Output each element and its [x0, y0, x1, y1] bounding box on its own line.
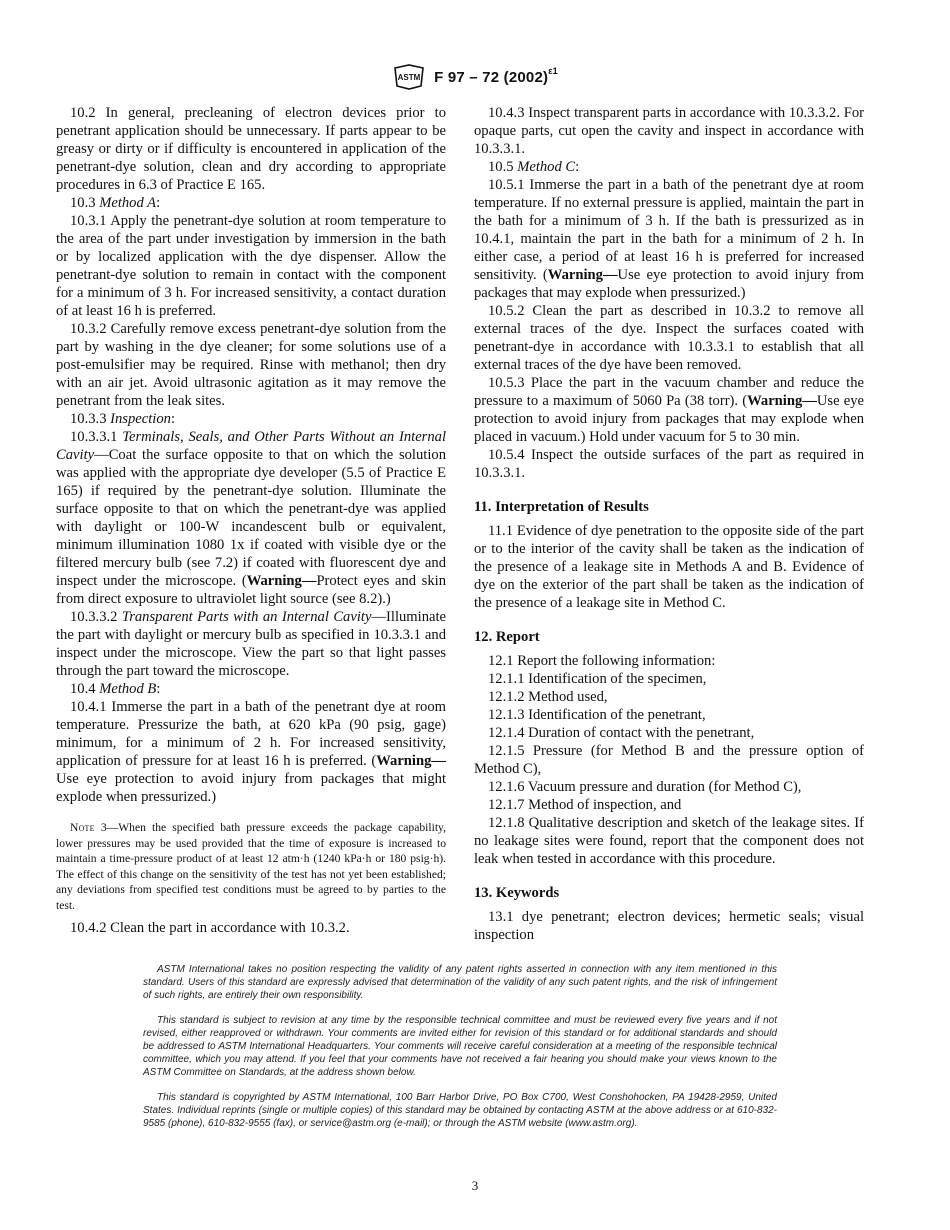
heading-10-3: 10.3 Method A:: [70, 195, 161, 211]
astm-logo-text: ASTM: [397, 73, 421, 82]
page-header: [0, 64, 950, 90]
paragraph-13-1: 13.1 dye penetrant; electron devices; hermetic seals; visual inspection: [474, 909, 864, 943]
standard-designation: [434, 68, 558, 86]
paragraph-10-3-2: 10.3.2 Carefully remove excess penetrant-dye solution from the part by washing in the dye cleaner; for some solutions use of a post-emulsifier may be required. Rinse with methanol; then dry with an air jet. Avoid ultrasonic agitation as it may remove the penetrant from the leak sites.: [56, 321, 446, 409]
left-column: [56, 104, 446, 937]
right-column: [474, 104, 864, 944]
section-heading-13: 13. Keywords: [474, 885, 560, 901]
warning-label: Warning—: [747, 393, 817, 409]
list-item: 12.1.8 Qualitative description and sketch of the leakage sites. If no leakage sites were found, report that the component does not leak when tested in accordance with this procedure.: [474, 815, 864, 867]
paragraph-10-4-1: 10.4.1 Immerse the part in a bath of the penetrant dye at room temperature. Pressurize the bath, at 620 kPa (90 psig, gage) minimum, for a minimum of 2 h. For increased sensitivity, application of pressure for at least 16 h is preferred. (Warning—Use eye protection to avoid injury from packages that might explode when pressurized.): [56, 699, 446, 805]
paragraph-10-4-3: 10.4.3 Inspect transparent parts in accordance with 10.3.3.2. For opaque parts, cut open the cavity and inspect in accordance with 10.3.3.1.: [474, 105, 864, 157]
designation-superscript: ε1: [548, 66, 558, 76]
heading-10-5: 10.5 Method C:: [488, 159, 580, 175]
paragraph-10-3-3-1: 10.3.3.1 Terminals, Seals, and Other Parts Without an Internal Cavity—Coat the surface opposite to that on which the solution was applied with the appropriate dye developer (5.5 of Practice E 165) if required by the penetrant-dye solution. Illuminate the surface opposite to that on which the penetrant-dye was applied with daylight or 100-W incandescent bulb or equivalent, minimum illumination 1080 1x if coated with visible dye or the filtered mercury bulb (see 7.2) if coated with fluorescent dye and inspect under the microscope. (Warning—Protect eyes and skin from direct exposure to ultraviolet light source (see 8.2).): [56, 429, 446, 607]
heading-10-3-3: 10.3.3 Inspection:: [70, 411, 175, 427]
footer-copyright-notice: This standard is copyrighted by ASTM International, 100 Barr Harbor Drive, PO Box C700, West Conshohocken, PA 19428-2959, United States. Individual reprints (single or multiple copies) of this standard may be obtained by contacting ASTM at the above address or at 610-832-9585 (phone), 610-832-9555 (fax), or service@astm.org (e-mail); or through the ASTM website (www.astm.org).: [143, 1091, 777, 1130]
list-item: 12.1.7 Method of inspection, and: [488, 797, 682, 813]
heading-10-4: 10.4 Method B:: [70, 681, 161, 697]
list-item: 12.1.2 Method used,: [488, 689, 608, 705]
paragraph-10-2: 10.2 In general, precleaning of electron devices prior to penetrant application should be unnecessary. If parts appear to be greasy or dirty or if difficulty is encountered in application of the penetrant-dye solution, clean and dry according to appropriate procedures in 6.3 of Practice E 165.: [56, 105, 446, 193]
footer-revision-notice: This standard is subject to revision at any time by the responsible technical committee and must be reviewed every five years and if not revised, either reapproved or withdrawn. Your comments are invited either for revision of this standard or for additional standards and should be addressed to ASTM International Headquarters. Your comments will receive careful consideration at a meeting of the responsible technical committee, which you may attend. If you feel that your comments have not received a fair hearing you should make your views known to the ASTM Committee on Standards, at the address shown below.: [143, 1014, 777, 1079]
paragraph-11-1: 11.1 Evidence of dye penetration to the opposite side of the part or to the interior of the cavity shall be taken as the indication of the presence of a leakage site in Methods A and B. Evidence of dye on the exterior of the part shall be taken as the indication of the presence of a leakage site in Method C.: [474, 523, 864, 611]
list-item: 12.1.6 Vacuum pressure and duration (for Method C),: [488, 779, 802, 795]
paragraph-10-5-1: 10.5.1 Immerse the part in a bath of the penetrant dye at room temperature. If no external pressure is applied, maintain the part in the bath for a minimum of 3 h. If the bath is pressurized as in 10.4.1, maintain the part in the bath for a minimum of 2 h. In either case, a period of at least 16 h is preferred for increased sensitivity. (Warning—Use eye protection to avoid injury from packages that may explode when pressurized.): [474, 177, 864, 301]
list-item: 12.1.5 Pressure (for Method B and the pressure option of Method C),: [474, 743, 864, 777]
astm-logo-icon: [392, 64, 426, 90]
warning-label: Warning—: [547, 267, 618, 283]
list-item: 12.1.4 Duration of contact with the penetrant,: [488, 725, 755, 741]
designation-text: F 97 – 72 (2002): [434, 69, 549, 86]
paragraph-10-4-2: 10.4.2 Clean the part in accordance with 10.3.2.: [70, 920, 350, 936]
note-3: Note 3—When the specified bath pressure exceeds the package capability, lower pressures may be used provided that the time of exposure is increased to maintain a time-pressure product of at least 12 atm·h (1240 kPa·h or 180 psig·h). The effect of this change on the sensitivity of the test has not yet been established; any deviations from specified test conditions must be agreed to by parties to the test.: [56, 821, 446, 912]
section-heading-12: 12. Report: [474, 629, 540, 645]
warning-label: Warning—: [376, 753, 446, 769]
section-heading-11: 11. Interpretation of Results: [474, 499, 649, 515]
footer-patent-notice: ASTM International takes no position respecting the validity of any patent rights asserted in connection with any item mentioned in this standard. Users of this standard are expressly advised that determination of the validity of any such patent rights, and the risk of infringement of such rights, are entirely their own responsibility.: [143, 964, 777, 1002]
warning-label: Warning—: [246, 573, 317, 589]
paragraph-10-5-4: 10.5.4 Inspect the outside surfaces of the part as required in 10.3.3.1.: [474, 447, 864, 481]
page-number: 3: [471, 1178, 479, 1193]
paragraph-10-5-3: 10.5.3 Place the part in the vacuum chamber and reduce the pressure to a maximum of 5060 Pa (38 torr). (Warning—Use eye protection to avoid injury from packages that may explode when placed in vacuum.) Hold under vacuum for 5 to 30 min.: [474, 375, 864, 445]
paragraph-10-5-2: 10.5.2 Clean the part as described in 10.3.2 to remove all external traces of the dye. Inspect the surfaces coated with penetrant-dye in accordance with 10.3.3.1 to establish that all external traces of the dye have been removed.: [474, 303, 864, 373]
list-item: 12.1.3 Identification of the penetrant,: [488, 707, 706, 723]
paragraph-10-3-3-2: 10.3.3.2 Transparent Parts with an Internal Cavity—Illuminate the part with daylight or mercury bulb as specified in 10.3.3.1 and inspect under the microscope. View the part so that light passes through the part toward the microscope.: [56, 609, 447, 679]
legal-footer: [143, 963, 777, 1141]
paragraph-12-1: 12.1 Report the following information:: [488, 653, 716, 669]
paragraph-10-3-1: 10.3.1 Apply the penetrant-dye solution at room temperature to the area of the part under investigation by immersion in the bath or by localized application with the dye dispenser. Allow the penetrant-dye solution to remain in contact with the component for a minimum of 3 h. For increased sensitivity, a contact duration of at least 16 h is preferred.: [56, 213, 446, 319]
list-item: 12.1.1 Identification of the specimen,: [488, 671, 707, 687]
